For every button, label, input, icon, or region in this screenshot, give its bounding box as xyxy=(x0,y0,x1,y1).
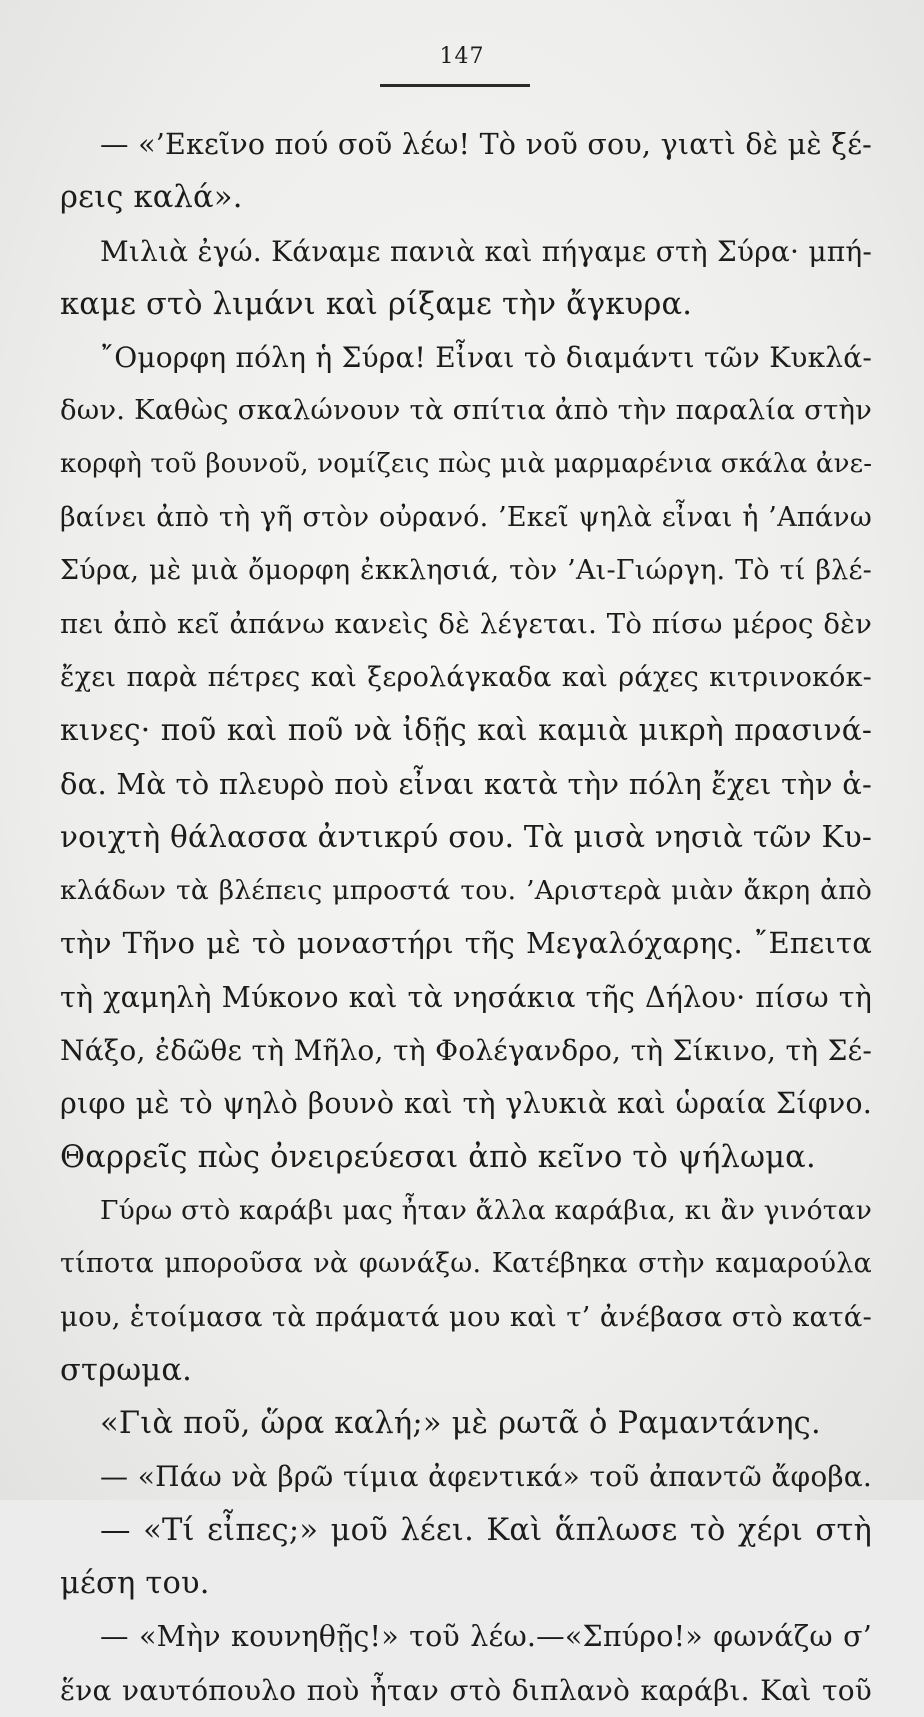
text-line: βαίνει ἀπὸ τὴ γῆ στὸν οὐρανό. ’Εκεῖ ψηλὰ εἶναι ἡ ’Απάνω xyxy=(60,502,872,534)
text-line: μέση του. xyxy=(60,1566,210,1602)
text-line: ῎Ομορφη πόλη ἡ Σύρα! Εἶναι τὸ διαμάντι τῶν Κυκλά- xyxy=(100,341,872,375)
page-number: 147 xyxy=(439,44,485,69)
header-rule xyxy=(380,84,530,87)
text-line: Γύρω στὸ καράβι μας ἦταν ἄλλα καράβια, κι ἂν γινόταν xyxy=(100,1194,872,1226)
text-line: ἕνα ναυτόπουλο ποὺ ἦταν στὸ διπλανὸ καράβι. Καὶ τοῦ xyxy=(60,1673,872,1707)
text-line: τὴ χαμηλὴ Μύκονο καὶ τὰ νησάκια τῆς Δήλου· πίσω τὴ xyxy=(60,980,872,1014)
text-line: νοιχτὴ θάλασσα ἀντικρύ σου. Τὰ μισὰ νησιὰ τῶν Κυ- xyxy=(60,819,872,854)
text-line: Σύρα, μὲ μιὰ ὄμορφη ἐκκλησιά, τὸν ’Αι-Γιώργη. Τὸ τί βλέ- xyxy=(60,555,872,587)
text-line: — «Πάω νὰ βρῶ τίμια ἀφεντικά» τοῦ ἀπαντῶ ἄφοβα. xyxy=(100,1460,872,1494)
text-line: ρεις καλά». xyxy=(60,180,243,216)
text-line: πει ἀπὸ κεῖ ἀπάνω κανεὶς δὲ λέγεται. Τὸ πίσω μέρος δὲν xyxy=(60,607,872,640)
text-line: τίποτα μποροῦσα νὰ φωνάξω. Κατέβηκα στὴν καμαρούλα xyxy=(60,1248,872,1280)
text-line: δα. Μὰ τὸ πλευρὸ ποὺ εἶναι κατὰ τὴν πόλη ἔχει τὴν ἁ- xyxy=(60,766,872,801)
text-line: ριφο μὲ τὸ ψηλὸ βουνὸ καὶ τὴ γλυκιὰ καὶ ὡραία Σίφνο. xyxy=(60,1087,872,1121)
text-line: Θαρρεῖς πὼς ὀνειρεύεσαι ἀπὸ κεῖνο τὸ ψήλωμα. xyxy=(60,1139,816,1175)
text-line: — «Τί εἶπες;» μοῦ λέει. Καὶ ἅπλωσε τὸ χέρι στὴ xyxy=(100,1512,872,1548)
text-line: Νάξο, ἐδῶθε τὴ Μῆλο, τὴ Φολέγανδρο, τὴ Σίκινο, τὴ Σέ- xyxy=(60,1034,872,1068)
text-line: ἔχει παρὰ πέτρες καὶ ξερολάγκαδα καὶ ράχες κιτρινοκόκ- xyxy=(60,661,872,693)
text-line: στρωμα. xyxy=(60,1352,193,1388)
text-line: καμε στὸ λιμάνι καὶ ρίξαμε τὴν ἄγκυρα. xyxy=(60,286,693,322)
text-line: κινες· ποῦ καὶ ποῦ νὰ ἰδῇς καὶ καμιὰ μικρὴ πρασινά- xyxy=(60,713,872,748)
body-text xyxy=(60,118,872,1717)
text-line: Μιλιὰ ἐγώ. Κάναμε πανιὰ καὶ πήγαμε στὴ Σύρα· μπή- xyxy=(100,234,872,268)
text-line: κορφὴ τοῦ βουνοῦ, νομίζεις πὼς μιὰ μαρμαρένια σκάλα ἀνε- xyxy=(60,448,872,479)
text-line: «Γιὰ ποῦ, ὥρα καλή;» μὲ ρωτᾶ ὁ Ραμαντάνης. xyxy=(100,1406,821,1442)
text-line: — «’Εκεῖνο πού σοῦ λέω! Τὸ νοῦ σου, γιατὶ δὲ μὲ ξέ- xyxy=(100,128,872,161)
text-line: — «Μὴν κουνηθῇς!» τοῦ λέω.—«Σπύρο!» φωνάζω σ’ xyxy=(100,1620,872,1654)
text-line: κλάδων τὰ βλέπεις μπροστά του. ’Αριστερὰ μιὰν ἄκρη ἀπὸ xyxy=(60,875,872,907)
text-line: μου, ἑτοίμασα τὰ πράματά μου καὶ τ’ ἀνέβασα στὸ κατά- xyxy=(60,1300,872,1333)
text-line: τὴν Τῆνο μὲ τὸ μοναστήρι τῆς Μεγαλόχαρης. ῎Επειτα xyxy=(60,926,872,961)
text-line: δων. Καθὼς σκαλώνουν τὰ σπίτια ἀπὸ τὴν παραλία στὴν xyxy=(60,394,872,427)
